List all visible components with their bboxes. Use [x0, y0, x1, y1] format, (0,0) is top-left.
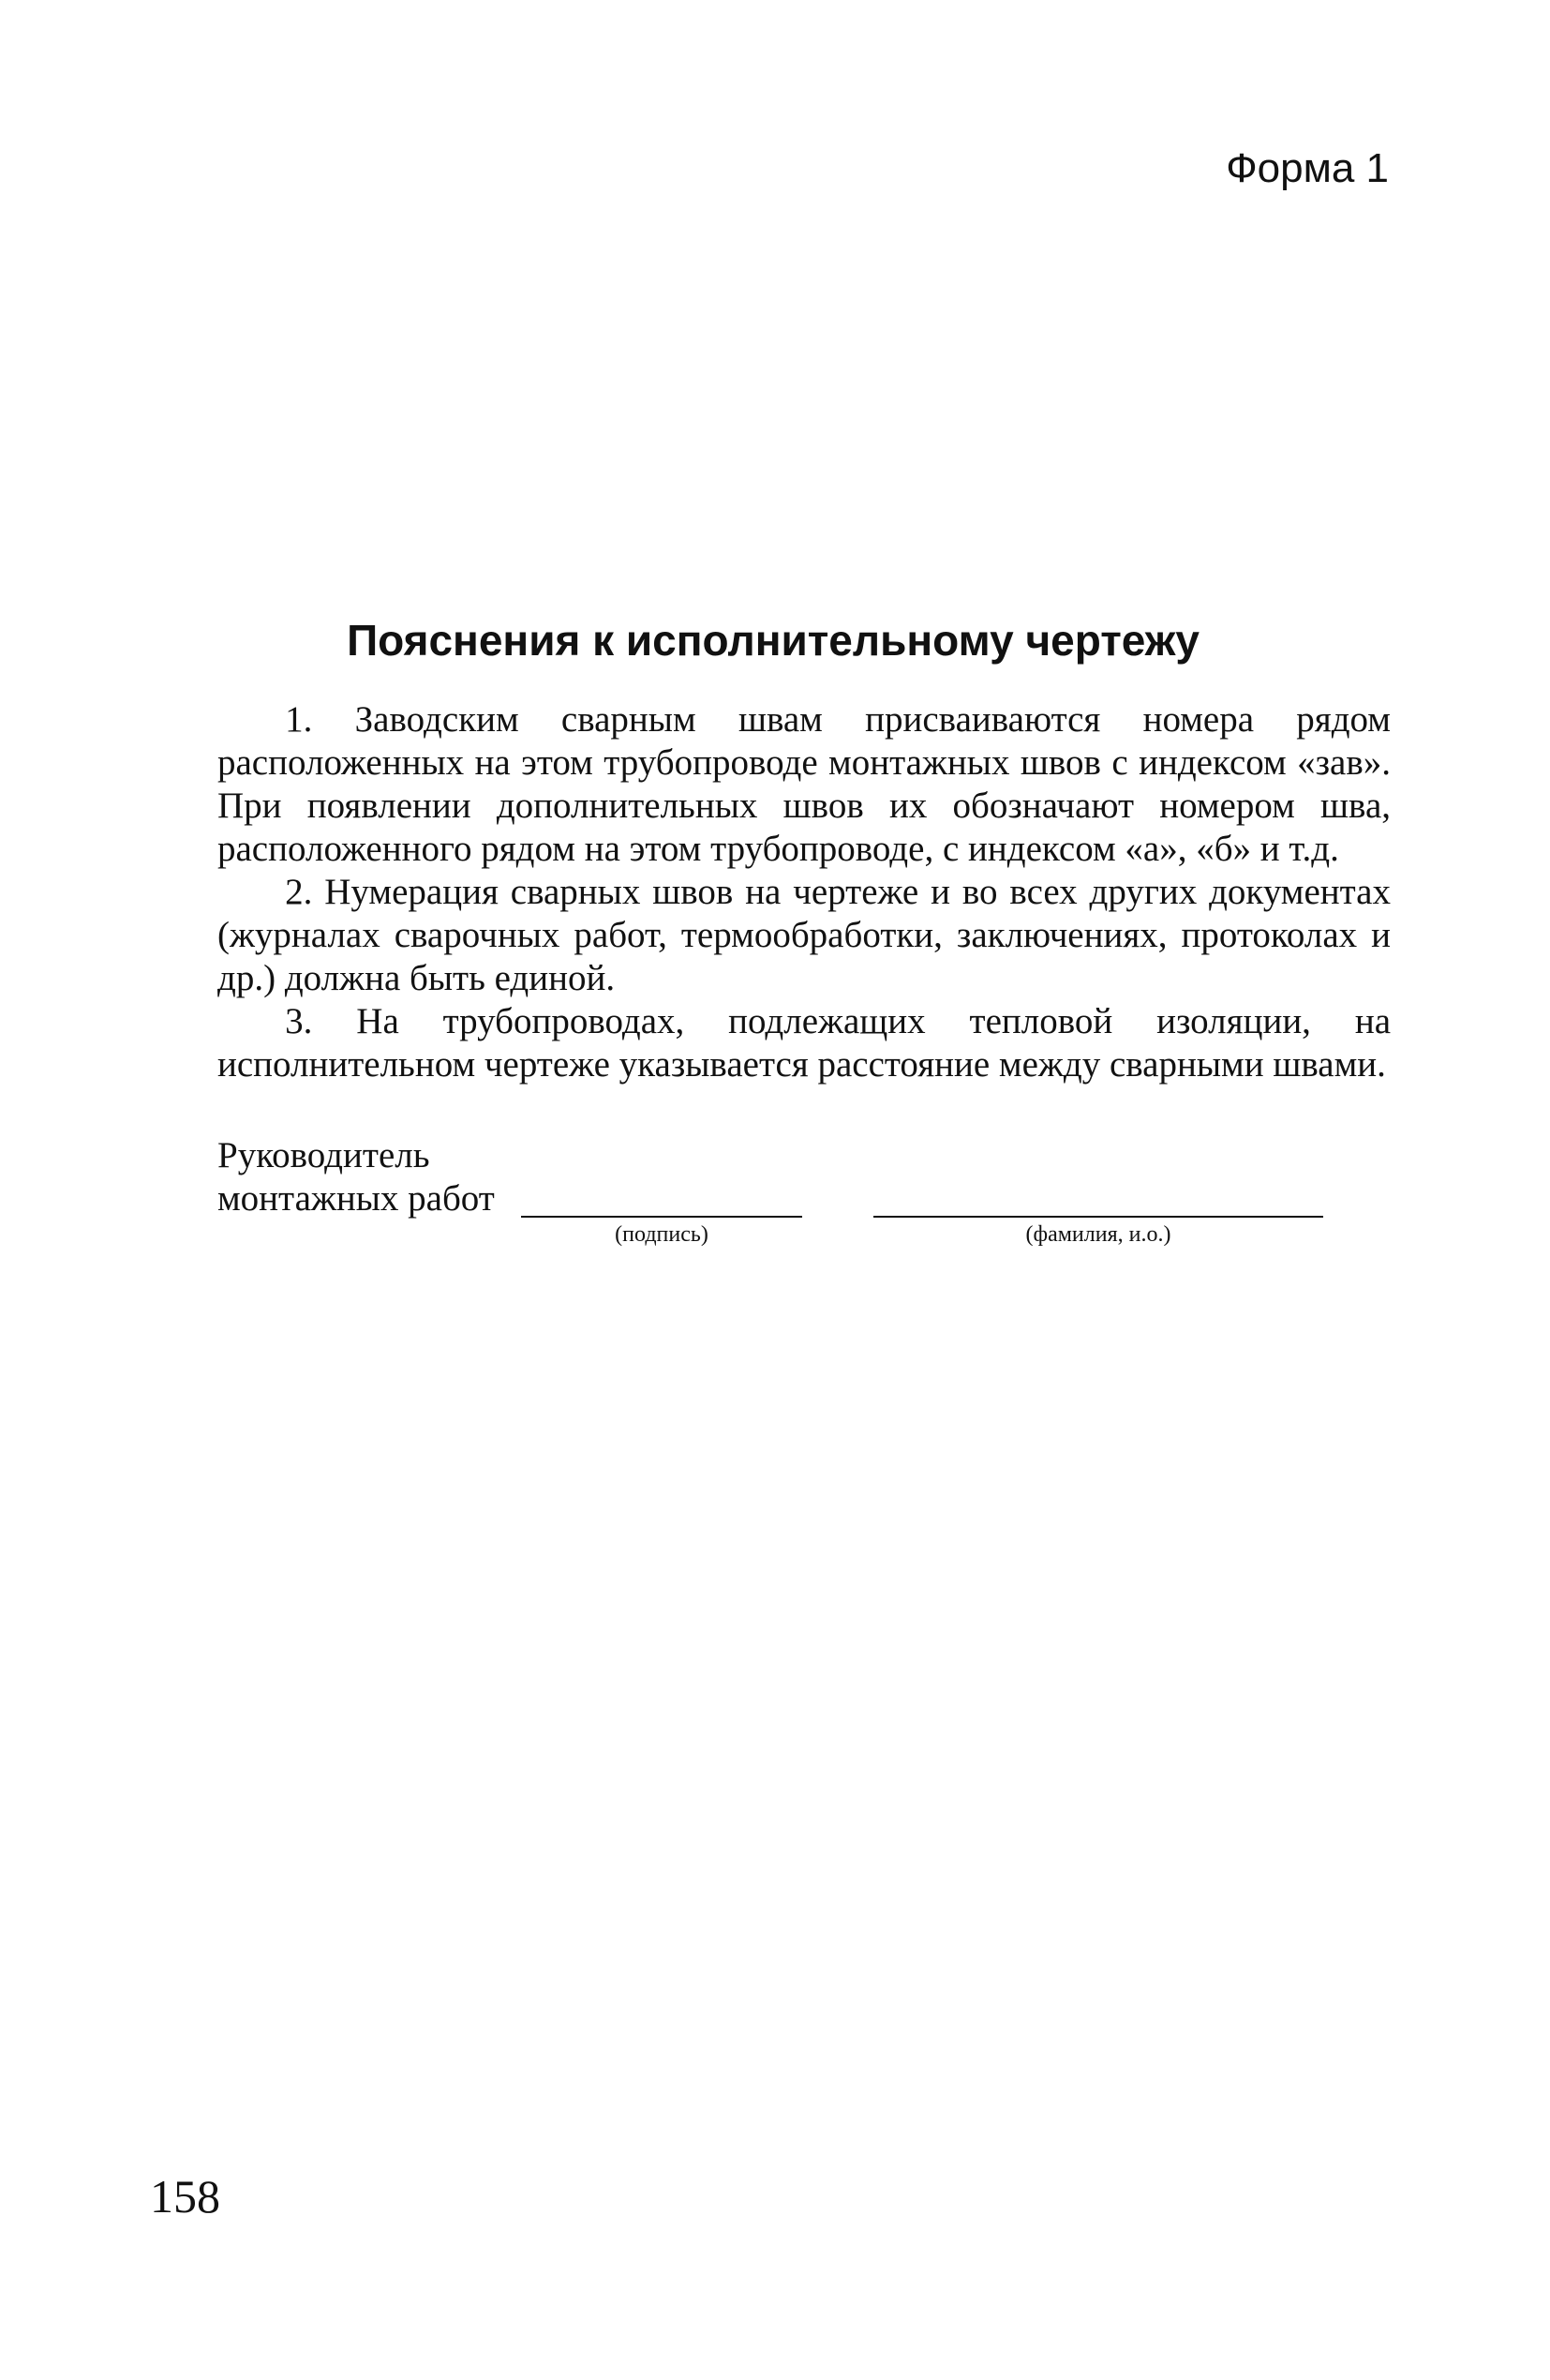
signature-line	[521, 1216, 802, 1218]
signer-role-line-2: монтажных работ	[217, 1178, 495, 1219]
document-title: Пояснения к исполнительному чертежу	[347, 616, 1200, 665]
page-number: 158	[150, 2170, 220, 2223]
paragraph-2: 2. Нумерация сварных швов на чертеже и во всех других документах (журналах сварочных работ, термообработки, заключениях, протоколах и др.) должна быть единой.	[217, 872, 1391, 998]
signature-caption: (подпись)	[615, 1222, 708, 1247]
paragraph-1: 1. Заводским сварным швам присваиваются номера рядом расположенных на этом трубопроводе монтажных швов с индексом «зав». При появлении дополнительных швов их обозначают номером шва, расположенного рядом на этом трубопроводе, с индексом «а», «б» и т.д.	[217, 699, 1391, 869]
name-line	[873, 1216, 1323, 1218]
paragraph-3: 3. На трубопроводах, подлежащих тепловой изоляции, на исполнительном чертеже указывается расстояние между сварными швами.	[217, 1001, 1391, 1085]
explanations-body	[217, 698, 1391, 1086]
name-caption: (фамилия, и.о.)	[1025, 1222, 1171, 1247]
form-label: Форма 1	[1226, 145, 1389, 191]
signer-role-line-1: Руководитель	[217, 1135, 430, 1175]
